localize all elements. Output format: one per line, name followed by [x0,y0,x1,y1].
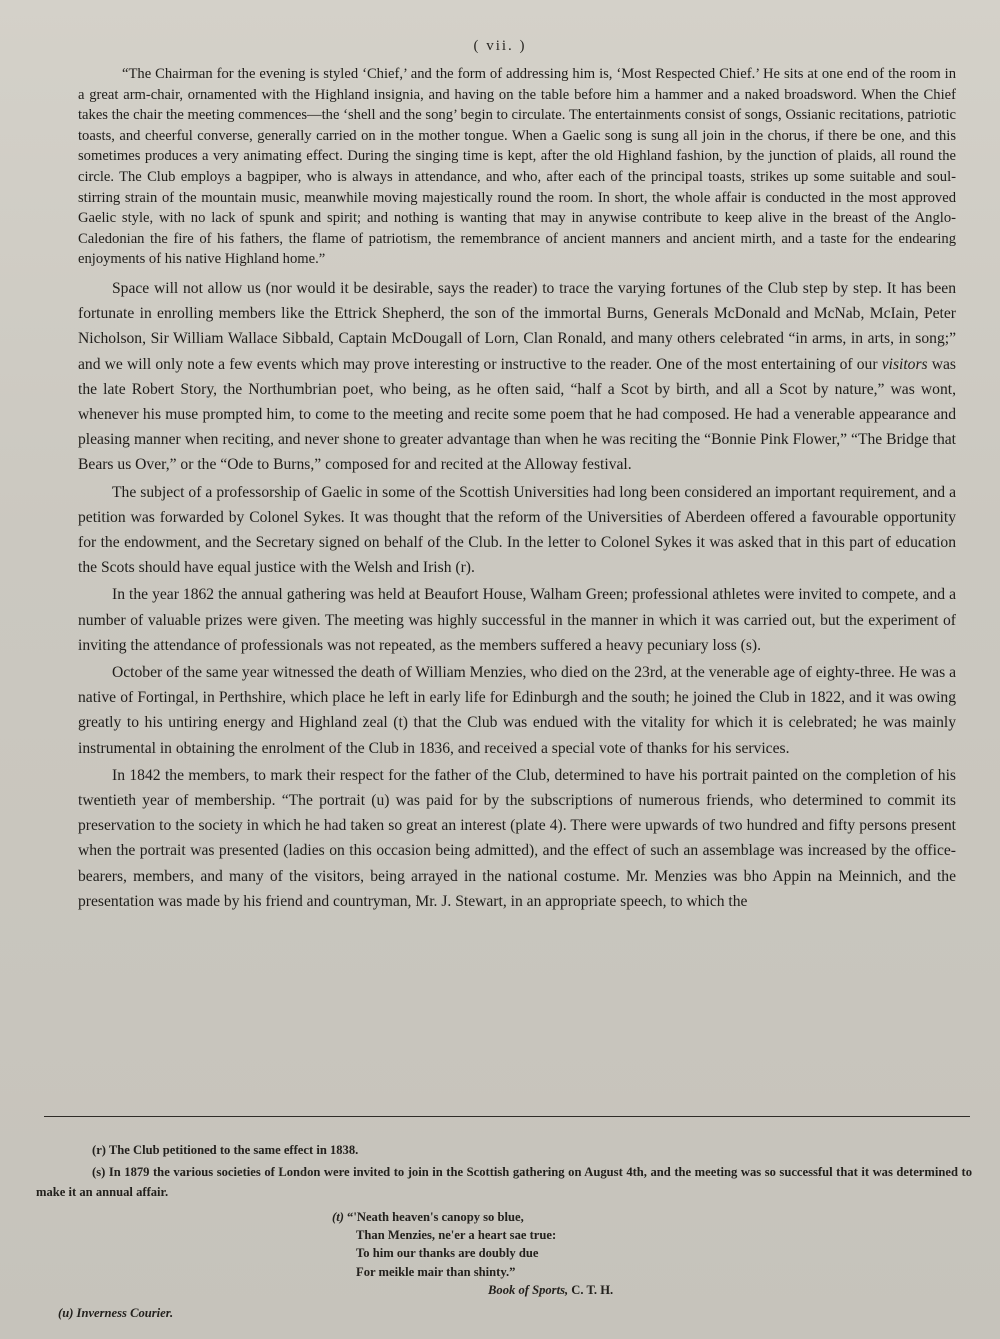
paragraph-club-history-text-a: Space will not allow us (nor would it be desirable, says the reader) to trace the varying fortunes of the Club step by step. It has been fortunate in enrolling members like the Ettrick Shepherd, the son of the immortal Burns, Generals McDonald and McNab, McIain, Peter Nicholson, Sir William Wallace Sibbald, Captain McDougall of Lorn, Clan Ronald, and many others celebrated “in arms, in arts, in song;” and we will only note a few events which may prove interesting or instructive to the reader. One of the most entertaining of our [78,279,956,373]
poem-source [488,1281,972,1299]
poem-line-4: For meikle mair than shinty.” [356,1264,516,1279]
paragraph-club-history [78,276,956,478]
paragraph-gaelic-professorship: The subject of a professorship of Gaelic in some of the Scottish Universities had long been considered an important requirement, and a petition was forwarded by Colonel Sykes. It was thought that the reform of the Universities of Aberdeen offered a favourable opportunity for the endowment, and the Secretary signed on behalf of the Club. In the letter to Colonel Sykes it was asked that in this part of education the Scots should have equal justice with the Welsh and Irish (r). [78,483,956,577]
footnote-r: (r) The Club petitioned to the same effect in 1838. [92,1143,359,1157]
footnote-u: (u) Inverness Courier. [58,1306,174,1320]
chairman-quote: “The Chairman for the evening is styled ‘Chief,’ and the form of addressing him is, ‘Most Respected Chief.’ He sits at one end of the room in a great arm-chair, ornamented with the Highland insignia, and having on the table before him a hammer and a naked broadsword. When the Chief takes the chair the meeting commences—the ‘shell and the song’ begin to circulate. The entertainments consist of songs, Ossianic recitations, patriotic toasts, and cheerful converse, generally carried on in the mother tongue. When a Gaelic song is sung all join in the chorus, if there be one, and this sometimes produces a very animating effect. During the singing time is kept, after the old Highland fashion, by the junction of plaids, all round the circle. The Club employs a bagpiper, who is always in attendance, and who, after each of the principal toasts, strikes up some suitable and soul-stirring strain of the mountain music, meanwhile moving majestically round the room. In short, the whole affair is conducted in the most approved Gaelic style, with no lack of spunk and spirit; and nothing is wanting that may in anywise contribute to keep alive in the breast of the Anglo-Caledonian the fire of his fathers, the flame of patriotism, the remembrance of ancient manners and ancient mirth, and a taste for the endearing enjoyments of his native Highland home.” [78,66,956,268]
poem-line-2: Than Menzies, ne'er a heart sae true: [356,1228,557,1243]
paragraph-club-history-text-b: was the late Robert Story, the Northumbrian poet, who being, as he often said, “half a Scot by birth, and all a Scot by nature,” was wont, whenever his muse prompted him, to come to the meeting and recite some poem that he had composed. He had a venerable appearance and pleasing manner when reciting, and never shone to greater advantage than when he was reciting the “Bonnie Pink Flower,” “The Bridge that Bears us Over,” or the “Ode to Burns,” composed for and recited at the Alloway festival. [78,355,956,474]
poem-line-1: “'Neath heaven's canopy so blue, [347,1210,524,1224]
footnote-s: (s) In 1879 the various societies of London were invited to join in the Scottish gathering on August 4th, and the meeting was so successful that it was determined to make it an annual affair. [36,1165,972,1199]
paragraph-william-menzies: October of the same year witnessed the death of William Menzies, who died on the 23rd, at the venerable age of eighty-three. He was a native of Fortingal, in Perthshire, which place he left in early life for Edinburgh and the south; he joined the Club in 1822, and it was owing greatly to his untiring energy and Highland zeal (t) that the Club was endued with the vitality for which it is celebrated; he was mainly instrumental in obtaining the enrolment of the Club in 1836, and received a special vote of thanks for his services. [78,663,956,757]
paragraph-portrait: In 1842 the members, to mark their respect for the father of the Club, determined to have his portrait painted on the completion of his twentieth year of membership. “The portrait (u) was paid for by the subscriptions of numerous friends, who determined to commit its preservation to the society in which he had taken so great an interest (plate 4). There were upwards of two hundred and fifty persons present when the portrait was presented (ladies on this occasion being admitted), and the effect of such an assemblage was increased by the office-bearers, members, and many of the visitors, being arrayed in the national costume. Mr. Menzies was bho Appin na Meinnich, and the presentation was made by his friend and countryman, Mr. J. Stewart, in an appropriate speech, to which the [78,766,956,910]
footnote-t-mark: (t) [332,1210,344,1224]
body-text [78,64,956,916]
paragraph-annual-gathering: In the year 1862 the annual gathering was held at Beaufort House, Walham Green; professional athletes were invited to compete, and a number of valuable prizes were given. The meeting was highly successful in the manner in which it was carried out, but the experiment of inviting the attendance of professionals was not repeated, as the members suffered a heavy pecuniary loss (s). [78,586,956,654]
footnote-divider [44,1116,970,1117]
page-number: ( vii. ) [473,38,527,54]
paragraph-club-history-visitors: visitors [881,355,928,373]
footnote-t-poem [332,1208,972,1299]
poem-line-3: To him our thanks are doubly due [356,1246,539,1261]
poem-source-initials: C. T. H. [571,1282,614,1297]
footnotes [36,1140,972,1299]
poem-source-title: Book of Sports, [488,1282,569,1297]
poem-line [332,1208,972,1226]
